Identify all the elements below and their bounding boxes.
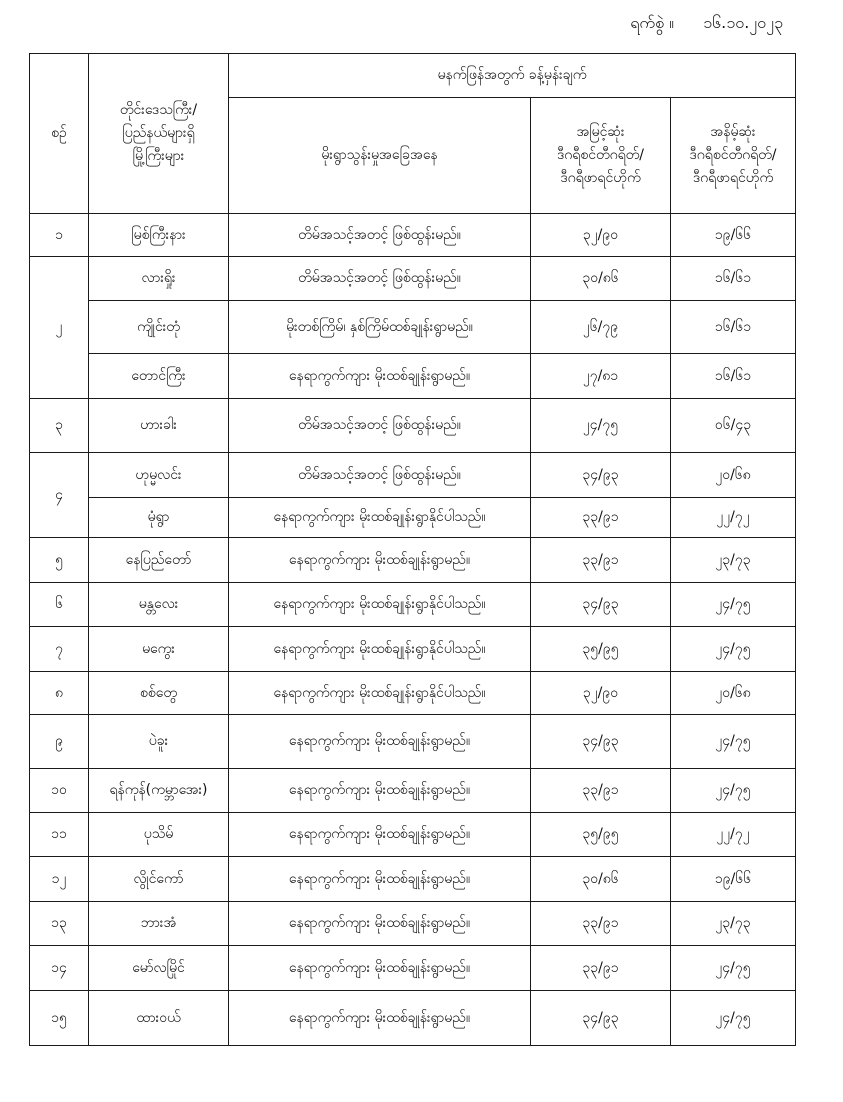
serial-number-cell: ၁၀ bbox=[30, 769, 89, 813]
max-temp-cell: ၃၀/၈၆ bbox=[531, 257, 671, 301]
table-row bbox=[30, 214, 796, 257]
serial-number-cell: ၂ bbox=[30, 257, 89, 399]
city-cell: မုံရွာ bbox=[89, 498, 229, 538]
serial-number-cell: ၆ bbox=[30, 583, 89, 627]
header-max-line: ဒီဂရီစင်တီဂရိတ်/ bbox=[557, 147, 644, 163]
min-temp-cell: ၂၂/၇၂ bbox=[671, 498, 796, 538]
city-cell: ရန်ကုန်(ကမ္ဘာအေး) bbox=[89, 769, 229, 813]
table-row bbox=[30, 301, 796, 354]
min-temp-cell: ၂၄/၇၅ bbox=[671, 715, 796, 769]
header-region bbox=[89, 54, 229, 214]
header-forecast-group: မနက်ဖြန်အတွက် ခန့်မှန်းချက် bbox=[229, 54, 796, 98]
city-cell: ဘားအံ bbox=[89, 902, 229, 946]
table-row bbox=[30, 946, 796, 991]
serial-number-cell: ၁၃ bbox=[30, 902, 89, 946]
serial-number-cell: ၁၄ bbox=[30, 946, 89, 991]
max-temp-cell: ၃၃/၉၁ bbox=[531, 538, 671, 583]
min-temp-cell: ၂၄/၇၅ bbox=[671, 627, 796, 672]
max-temp-cell: ၃၄/၉၃ bbox=[531, 991, 671, 1046]
header-min-line: ဒီဂရီစင်တီဂရိတ်/ bbox=[689, 147, 777, 163]
min-temp-cell: ၂၀/၆၈ bbox=[671, 453, 796, 498]
city-cell: မော်လမြိုင် bbox=[89, 946, 229, 991]
condition-cell: နေရာကွက်ကျား မိုးထစ်ချုန်းရွာနိုင်ပါသည်။ bbox=[229, 627, 531, 672]
min-temp-cell: ၂၂/၇၂ bbox=[671, 813, 796, 857]
condition-cell: တိမ်အသင့်အတင့် ဖြစ်ထွန်းမည်။ bbox=[229, 257, 531, 301]
max-temp-cell: ၃၄/၉၃ bbox=[531, 453, 671, 498]
table-row bbox=[30, 583, 796, 627]
max-temp-cell: ၂၇/၈၁ bbox=[531, 354, 671, 399]
table-row bbox=[30, 769, 796, 813]
city-cell: မန္တလေး bbox=[89, 583, 229, 627]
serial-number-cell: ၁၅ bbox=[30, 991, 89, 1046]
date-label: ရက်စွဲ ။ bbox=[630, 13, 675, 32]
city-cell: လားရှိုး bbox=[89, 257, 229, 301]
condition-cell: တိမ်အသင့်အတင့် ဖြစ်ထွန်းမည်။ bbox=[229, 399, 531, 453]
serial-number-cell: ၇ bbox=[30, 627, 89, 672]
table-row bbox=[30, 857, 796, 902]
min-temp-cell: ၂၃/၇၃ bbox=[671, 902, 796, 946]
condition-cell: နေရာကွက်ကျား မိုးထစ်ချုန်းရွာနိုင်ပါသည်။ bbox=[229, 583, 531, 627]
max-temp-cell: ၃၂/၉၀ bbox=[531, 214, 671, 257]
condition-cell: နေရာကွက်ကျား မိုးထစ်ချုန်းရွာမည်။ bbox=[229, 813, 531, 857]
table-row bbox=[30, 354, 796, 399]
min-temp-cell: ၂၄/၇၅ bbox=[671, 583, 796, 627]
min-temp-cell: ၁၉/၆၆ bbox=[671, 214, 796, 257]
date-line bbox=[630, 12, 783, 36]
serial-number-cell: ၁၂ bbox=[30, 857, 89, 902]
min-temp-cell: ၂၄/၇၅ bbox=[671, 991, 796, 1046]
max-temp-cell: ၃၀/၈၆ bbox=[531, 857, 671, 902]
min-temp-cell: ၁၆/၆၁ bbox=[671, 257, 796, 301]
city-cell: ဟုမ္မလင်း bbox=[89, 453, 229, 498]
condition-cell: မိုးတစ်ကြိမ်၊ နှစ်ကြိမ်ထစ်ချုန်းရွာမည်။ bbox=[229, 301, 531, 354]
table-row bbox=[30, 498, 796, 538]
min-temp-cell: ၀၆/၄၃ bbox=[671, 399, 796, 453]
serial-number-cell: ၁၁ bbox=[30, 813, 89, 857]
table-row bbox=[30, 991, 796, 1046]
condition-cell: နေရာကွက်ကျား မိုးထစ်ချုန်းရွာမည်။ bbox=[229, 946, 531, 991]
city-cell: ပုသိမ် bbox=[89, 813, 229, 857]
table-row bbox=[30, 257, 796, 301]
table-row bbox=[30, 715, 796, 769]
header-region-line: တိုင်းဒေသကြီး/ bbox=[119, 102, 198, 118]
max-temp-cell: ၃၄/၉၃ bbox=[531, 715, 671, 769]
max-temp-cell: ၂၆/၇၉ bbox=[531, 301, 671, 354]
header-condition: မိုးရွာသွန်းမှုအခြေအနေ bbox=[229, 98, 531, 214]
date-value: ၁၆.၁၀.၂၀၂၃ bbox=[703, 13, 783, 32]
min-temp-cell: ၁၉/၆၆ bbox=[671, 857, 796, 902]
serial-number-cell: ၃ bbox=[30, 399, 89, 453]
max-temp-cell: ၃၃/၉၁ bbox=[531, 902, 671, 946]
min-temp-cell: ၂၄/၇၅ bbox=[671, 769, 796, 813]
condition-cell: နေရာကွက်ကျား မိုးထစ်ချုန်းရွာမည်။ bbox=[229, 538, 531, 583]
city-cell: ဟားခါး bbox=[89, 399, 229, 453]
header-min-temp bbox=[671, 98, 796, 214]
city-cell: နေပြည်တော် bbox=[89, 538, 229, 583]
min-temp-cell: ၂၃/၇၃ bbox=[671, 538, 796, 583]
condition-cell: တိမ်အသင့်အတင့် ဖြစ်ထွန်းမည်။ bbox=[229, 453, 531, 498]
city-cell: ပဲခူး bbox=[89, 715, 229, 769]
max-temp-cell: ၂၄/၇၅ bbox=[531, 399, 671, 453]
min-temp-cell: ၂၀/၆၈ bbox=[671, 672, 796, 715]
condition-cell: နေရာကွက်ကျား မိုးထစ်ချုန်းရွာနိုင်ပါသည်။ bbox=[229, 498, 531, 538]
city-cell: တောင်ကြီး bbox=[89, 354, 229, 399]
max-temp-cell: ၃၅/၉၅ bbox=[531, 627, 671, 672]
serial-number-cell: ၄ bbox=[30, 453, 89, 538]
city-cell: မြစ်ကြီးနား bbox=[89, 214, 229, 257]
max-temp-cell: ၃၃/၉၁ bbox=[531, 946, 671, 991]
max-temp-cell: ၃၃/၉၁ bbox=[531, 769, 671, 813]
header-serial: စဉ် bbox=[30, 54, 89, 214]
condition-cell: နေရာကွက်ကျား မိုးထစ်ချုန်းရွာမည်။ bbox=[229, 715, 531, 769]
forecast-body bbox=[30, 214, 796, 1046]
condition-cell: နေရာကွက်ကျား မိုးထစ်ချုန်းရွာမည်။ bbox=[229, 857, 531, 902]
max-temp-cell: ၃၄/၉၃ bbox=[531, 583, 671, 627]
serial-number-cell: ၅ bbox=[30, 538, 89, 583]
serial-number-cell: ၁ bbox=[30, 214, 89, 257]
table-row bbox=[30, 627, 796, 672]
max-temp-cell: ၃၃/၉၁ bbox=[531, 498, 671, 538]
city-cell: မကွေး bbox=[89, 627, 229, 672]
header-max-temp bbox=[531, 98, 671, 214]
table-row bbox=[30, 399, 796, 453]
serial-number-cell: ၈ bbox=[30, 672, 89, 715]
header-region-line: မြို့ကြီးများ bbox=[132, 148, 185, 164]
condition-cell: နေရာကွက်ကျား မိုးထစ်ချုန်းရွာမည်။ bbox=[229, 354, 531, 399]
condition-cell: တိမ်အသင့်အတင့် ဖြစ်ထွန်းမည်။ bbox=[229, 214, 531, 257]
city-cell: စစ်တွေ bbox=[89, 672, 229, 715]
header-min-line: အနိမ့်ဆုံး bbox=[710, 124, 756, 140]
forecast-table bbox=[29, 53, 796, 1046]
min-temp-cell: ၂၄/၇၅ bbox=[671, 946, 796, 991]
condition-cell: နေရာကွက်ကျား မိုးထစ်ချုန်းရွာနိုင်ပါသည်။ bbox=[229, 672, 531, 715]
condition-cell: နေရာကွက်ကျား မိုးထစ်ချုန်းရွာမည်။ bbox=[229, 902, 531, 946]
table-row bbox=[30, 902, 796, 946]
table-row bbox=[30, 538, 796, 583]
min-temp-cell: ၁၆/၆၁ bbox=[671, 354, 796, 399]
min-temp-cell: ၁၆/၆၁ bbox=[671, 301, 796, 354]
serial-number-cell: ၉ bbox=[30, 715, 89, 769]
city-cell: လွိုင်ကော် bbox=[89, 857, 229, 902]
max-temp-cell: ၃၅/၉၅ bbox=[531, 813, 671, 857]
header-max-line: ဒီဂရီဖာရင်ဟိုက် bbox=[560, 170, 641, 186]
city-cell: ထားဝယ် bbox=[89, 991, 229, 1046]
header-min-line: ဒီဂရီဖာရင်ဟိုက် bbox=[692, 170, 774, 186]
table-row bbox=[30, 813, 796, 857]
table-row bbox=[30, 453, 796, 498]
header-region-line: ပြည်နယ်များရှိ bbox=[122, 125, 195, 141]
condition-cell: နေရာကွက်ကျား မိုးထစ်ချုန်းရွာမည်။ bbox=[229, 991, 531, 1046]
table-row bbox=[30, 672, 796, 715]
condition-cell: နေရာကွက်ကျား မိုးထစ်ချုန်းရွာမည်။ bbox=[229, 769, 531, 813]
max-temp-cell: ၃၂/၉၀ bbox=[531, 672, 671, 715]
header-max-line: အမြင့်ဆုံး bbox=[576, 124, 625, 140]
city-cell: ကျိုင်းတုံ bbox=[89, 301, 229, 354]
